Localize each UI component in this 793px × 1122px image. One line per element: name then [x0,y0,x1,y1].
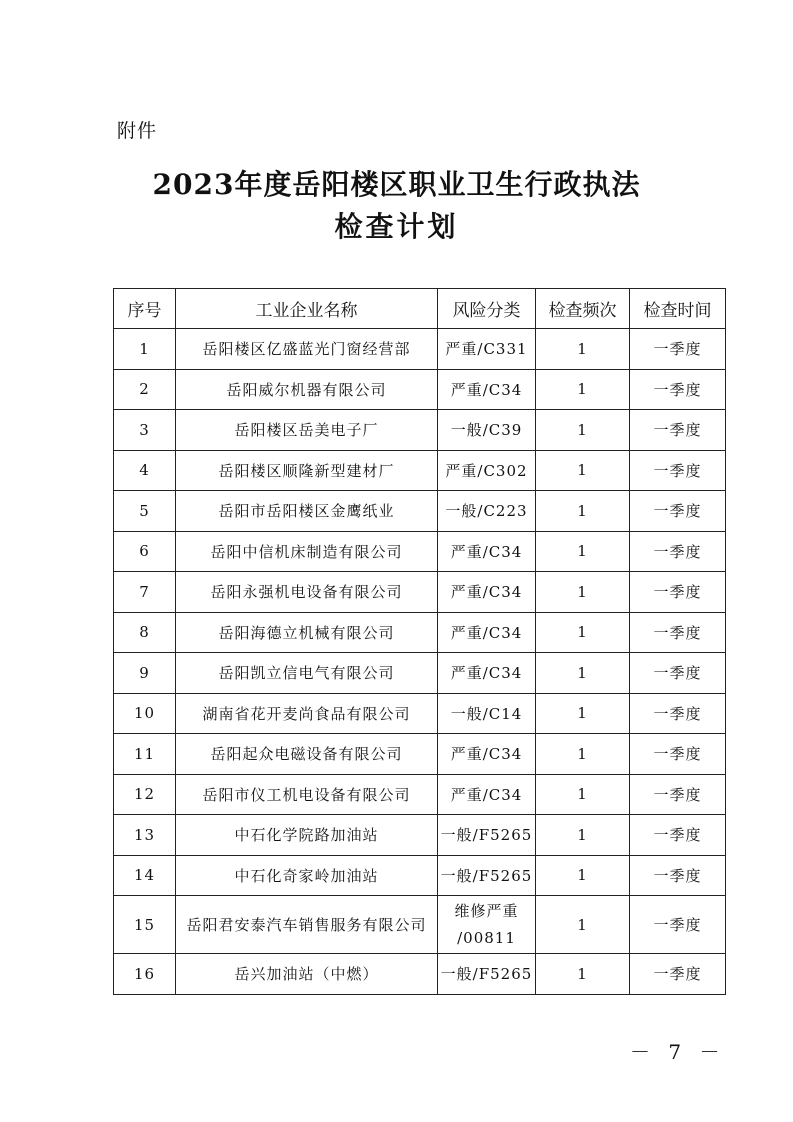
row-risk-category: 严重/C331 [438,329,536,370]
row-frequency: 1 [536,855,630,896]
row-frequency: 1 [536,531,630,572]
row-company-name: 岳阳君安泰汽车销售服务有限公司 [176,896,438,954]
row-inspection-time: 一季度 [630,954,726,995]
row-risk-category: 严重/C34 [438,572,536,613]
row-no: 14 [114,855,176,896]
table-row [114,734,726,775]
row-frequency: 1 [536,734,630,775]
table-row [114,491,726,532]
row-inspection-time: 一季度 [630,612,726,653]
row-inspection-time: 一季度 [630,693,726,734]
row-risk-category [438,896,536,954]
row-no: 1 [114,329,176,370]
table-row [114,855,726,896]
row-risk-category: 严重/C34 [438,612,536,653]
table-row [114,896,726,954]
row-no: 12 [114,774,176,815]
row-frequency: 1 [536,369,630,410]
row-inspection-time: 一季度 [630,653,726,694]
table-row [114,954,726,995]
attachment-label: 附件 [117,120,158,142]
header-company-name: 工业企业名称 [176,289,438,329]
row-risk-category: 一般/C14 [438,693,536,734]
row-no: 16 [114,954,176,995]
header-risk-category: 风险分类 [438,289,536,329]
row-inspection-time: 一季度 [630,450,726,491]
row-risk-category: 一般/C223 [438,491,536,532]
row-risk-category: 严重/C302 [438,450,536,491]
header-no: 序号 [114,289,176,329]
document-title-line1: 2023年度岳阳楼区职业卫生行政执法 [152,168,641,201]
table-row [114,815,726,856]
table-row [114,450,726,491]
table-row [114,369,726,410]
row-frequency: 1 [536,954,630,995]
row-company-name: 岳阳海德立机械有限公司 [176,612,438,653]
table-row [114,653,726,694]
table-row [114,774,726,815]
row-company-name: 岳兴加油站（中燃） [176,954,438,995]
row-no: 10 [114,693,176,734]
row-inspection-time: 一季度 [630,896,726,954]
row-company-name: 岳阳楼区亿盛蓝光门窗经营部 [176,329,438,370]
row-no: 3 [114,410,176,451]
row-inspection-time: 一季度 [630,572,726,613]
row-company-name: 岳阳凯立信电气有限公司 [176,653,438,694]
row-no: 15 [114,896,176,954]
document-title-line2: 检查计划 [334,210,459,243]
table-header-row [114,289,726,329]
row-no: 2 [114,369,176,410]
row-inspection-time: 一季度 [630,369,726,410]
row-company-name: 湖南省花开麦尚食品有限公司 [176,693,438,734]
row-frequency: 1 [536,815,630,856]
row-no: 7 [114,572,176,613]
row-risk-category: 一般/F5265 [438,954,536,995]
row-frequency: 1 [536,329,630,370]
row-company-name: 岳阳威尔机器有限公司 [176,369,438,410]
row-frequency: 1 [536,450,630,491]
row-company-name: 岳阳楼区岳美电子厂 [176,410,438,451]
table-row [114,572,726,613]
row-risk-category: 严重/C34 [438,531,536,572]
row-inspection-time: 一季度 [630,855,726,896]
row-frequency: 1 [536,410,630,451]
row-frequency: 1 [536,774,630,815]
row-no: 8 [114,612,176,653]
row-frequency: 1 [536,491,630,532]
row-risk-category: 严重/C34 [438,653,536,694]
row-frequency: 1 [536,896,630,954]
row-inspection-time: 一季度 [630,491,726,532]
table-row [114,410,726,451]
row-company-name: 岳阳市仪工机电设备有限公司 [176,774,438,815]
row-frequency: 1 [536,612,630,653]
table-row [114,531,726,572]
table-row [114,612,726,653]
row-no: 11 [114,734,176,775]
row-no: 5 [114,491,176,532]
row-no: 6 [114,531,176,572]
row-risk-category: 一般/F5265 [438,815,536,856]
row-company-name: 岳阳起众电磁设备有限公司 [176,734,438,775]
row-inspection-time: 一季度 [630,734,726,775]
row-no: 4 [114,450,176,491]
row-inspection-time: 一季度 [630,815,726,856]
row-risk-category: 一般/C39 [438,410,536,451]
row-frequency: 1 [536,693,630,734]
row-inspection-time: 一季度 [630,531,726,572]
risk-category-line1: 维修严重 [454,901,519,920]
table-row [114,693,726,734]
inspection-plan-table [113,288,726,995]
row-company-name: 中石化奇家岭加油站 [176,855,438,896]
row-risk-category: 严重/C34 [438,774,536,815]
row-company-name: 岳阳市岳阳楼区金鹰纸业 [176,491,438,532]
row-no: 13 [114,815,176,856]
row-frequency: 1 [536,653,630,694]
row-frequency: 1 [536,572,630,613]
row-risk-category: 严重/C34 [438,369,536,410]
table-row [114,329,726,370]
row-inspection-time: 一季度 [630,410,726,451]
row-no: 9 [114,653,176,694]
risk-category-line2: /00811 [457,928,516,947]
row-company-name: 岳阳楼区顺隆新型建材厂 [176,450,438,491]
page-number: － 7 － [630,1040,726,1064]
row-risk-category: 一般/F5265 [438,855,536,896]
row-company-name: 中石化学院路加油站 [176,815,438,856]
row-risk-category: 严重/C34 [438,734,536,775]
header-inspection-time: 检查时间 [630,289,726,329]
row-company-name: 岳阳永强机电设备有限公司 [176,572,438,613]
header-frequency: 检查频次 [536,289,630,329]
row-company-name: 岳阳中信机床制造有限公司 [176,531,438,572]
row-inspection-time: 一季度 [630,774,726,815]
row-inspection-time: 一季度 [630,329,726,370]
